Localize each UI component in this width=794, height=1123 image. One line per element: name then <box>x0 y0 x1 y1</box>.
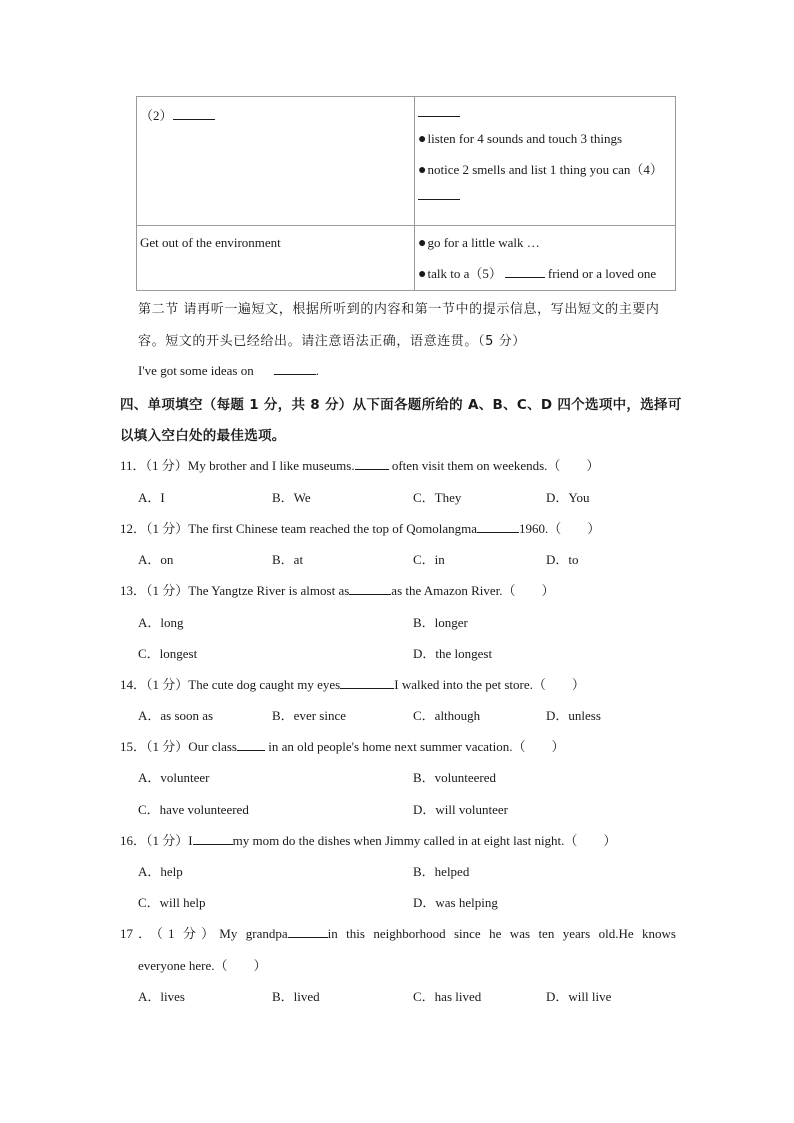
blank-label-2: （2） <box>140 108 173 123</box>
question-text: 14．（1 分）The cute dog caught my eyes <box>120 677 341 692</box>
question-text: 13．（1 分）The Yangtze River is almost as <box>120 583 350 598</box>
question-text: 1960.（ ） <box>519 521 601 536</box>
answer-blank[interactable] <box>349 582 391 595</box>
question-text: in this neighborhood since he was ten years old.He knows <box>327 926 676 941</box>
writing-blank[interactable] <box>274 362 316 375</box>
option-c[interactable]: C．although <box>413 708 481 723</box>
option-b[interactable]: B．at <box>272 552 304 567</box>
question-17 <box>120 923 676 942</box>
question-text: 15．（1 分）Our class <box>120 739 237 754</box>
prompt-end: . <box>315 363 319 378</box>
option-b[interactable]: B．We <box>272 490 311 505</box>
section2-instruction-line2: 容。短文的开头已经给出。请注意语法正确，语意连贯。（5 分） <box>138 334 526 349</box>
answer-blank[interactable] <box>477 520 519 533</box>
prompt-text: I've got some ideas on <box>138 363 254 378</box>
answer-blank-2[interactable] <box>173 107 215 120</box>
option-d[interactable]: D．will volunteer <box>413 802 508 817</box>
bullet-icon: ● <box>418 132 427 147</box>
question-text: 16．（1 分）I <box>120 833 193 848</box>
table-cell <box>137 97 415 226</box>
option-c[interactable]: C．has lived <box>413 989 482 1004</box>
question-15 <box>120 736 564 755</box>
question-text: 11．（1 分）My brother and I like museums. <box>120 458 355 473</box>
option-a[interactable]: A．help <box>138 864 183 879</box>
option-c[interactable]: C．will help <box>138 895 206 910</box>
option-a[interactable]: A．as soon as <box>138 708 214 723</box>
question-text: as the Amazon River.（ ） <box>391 583 555 598</box>
table-cell <box>415 226 676 291</box>
answer-blank-5[interactable] <box>505 265 545 278</box>
question-text: 12．（1 分）The first Chinese team reached the top of Qomolangma <box>120 521 478 536</box>
question-text: my mom do the dishes when Jimmy called in at eight last night.（ ） <box>232 833 617 848</box>
part4-heading-line2: 以填入空白处的最佳选项。 <box>120 428 286 444</box>
section2-prompt <box>138 362 319 379</box>
option-b[interactable]: B．ever since <box>272 708 347 723</box>
table-cell <box>415 97 676 226</box>
table-text: talk to a（5） <box>427 266 502 281</box>
bullet-icon: ● <box>418 267 427 282</box>
option-c[interactable]: C．in <box>413 552 445 567</box>
option-d[interactable]: D．will live <box>546 989 612 1004</box>
table-row <box>137 226 676 291</box>
notes-table <box>136 96 676 291</box>
answer-blank[interactable] <box>340 676 394 689</box>
answer-blank[interactable] <box>237 738 265 751</box>
question-11 <box>120 455 599 474</box>
option-d[interactable]: D．was helping <box>413 895 498 910</box>
option-d[interactable]: D．You <box>546 490 590 505</box>
table-row <box>137 97 676 226</box>
option-c[interactable]: C．They <box>413 490 462 505</box>
question-13 <box>120 580 555 599</box>
option-b[interactable]: B．lived <box>272 989 320 1004</box>
question-text: often visit them on weekends.（ ） <box>388 458 600 473</box>
table-text: listen for 4 sounds and touch 3 things <box>427 131 623 146</box>
table-text: go for a little walk … <box>427 235 540 250</box>
option-d[interactable]: D．to <box>546 552 579 567</box>
answer-blank-3[interactable] <box>418 104 460 117</box>
question-text: in an old people's home next summer vacation.（ ） <box>265 739 565 754</box>
answer-blank[interactable] <box>193 832 233 845</box>
table-text: Get out of the environment <box>140 235 281 250</box>
option-a[interactable]: A．lives <box>138 989 185 1004</box>
question-text: I walked into the pet store.（ ） <box>394 677 585 692</box>
bullet-icon: ● <box>418 163 427 178</box>
bullet-icon: ● <box>418 236 427 251</box>
option-b[interactable]: B．helped <box>413 864 470 879</box>
question-16 <box>120 830 616 849</box>
question-text: 17．（1 分）My grandpa <box>120 926 288 941</box>
option-c[interactable]: C．longest <box>138 646 198 661</box>
option-b[interactable]: B．volunteered <box>413 770 497 785</box>
answer-blank[interactable] <box>288 925 328 938</box>
answer-blank[interactable] <box>355 457 389 470</box>
table-text: notice 2 smells and list 1 thing you can（4） <box>427 162 663 177</box>
option-a[interactable]: A．on <box>138 552 174 567</box>
answer-blank-4[interactable] <box>418 187 460 200</box>
option-a[interactable]: A．volunteer <box>138 770 210 785</box>
option-d[interactable]: D．unless <box>546 708 601 723</box>
question-17-continued: everyone here.（ ） <box>138 958 267 973</box>
option-a[interactable]: A．I <box>138 490 165 505</box>
option-a[interactable]: A．long <box>138 615 184 630</box>
part4-heading-line1: 四、单项填空（每题 1 分，共 8 分）从下面各题所给的 A、B、C、D 四个选项中，选择可 <box>120 397 682 413</box>
question-12 <box>120 518 600 537</box>
table-cell <box>137 226 415 291</box>
option-d[interactable]: D．the longest <box>413 646 493 661</box>
question-14 <box>120 674 585 693</box>
section2-instruction-line1: 第二节 请再听一遍短文，根据所听到的内容和第一节中的提示信息，写出短文的主要内 <box>138 302 660 317</box>
option-c[interactable]: C．have volunteered <box>138 802 249 817</box>
option-b[interactable]: B．longer <box>413 615 468 630</box>
table-text: friend or a loved one <box>547 266 657 281</box>
